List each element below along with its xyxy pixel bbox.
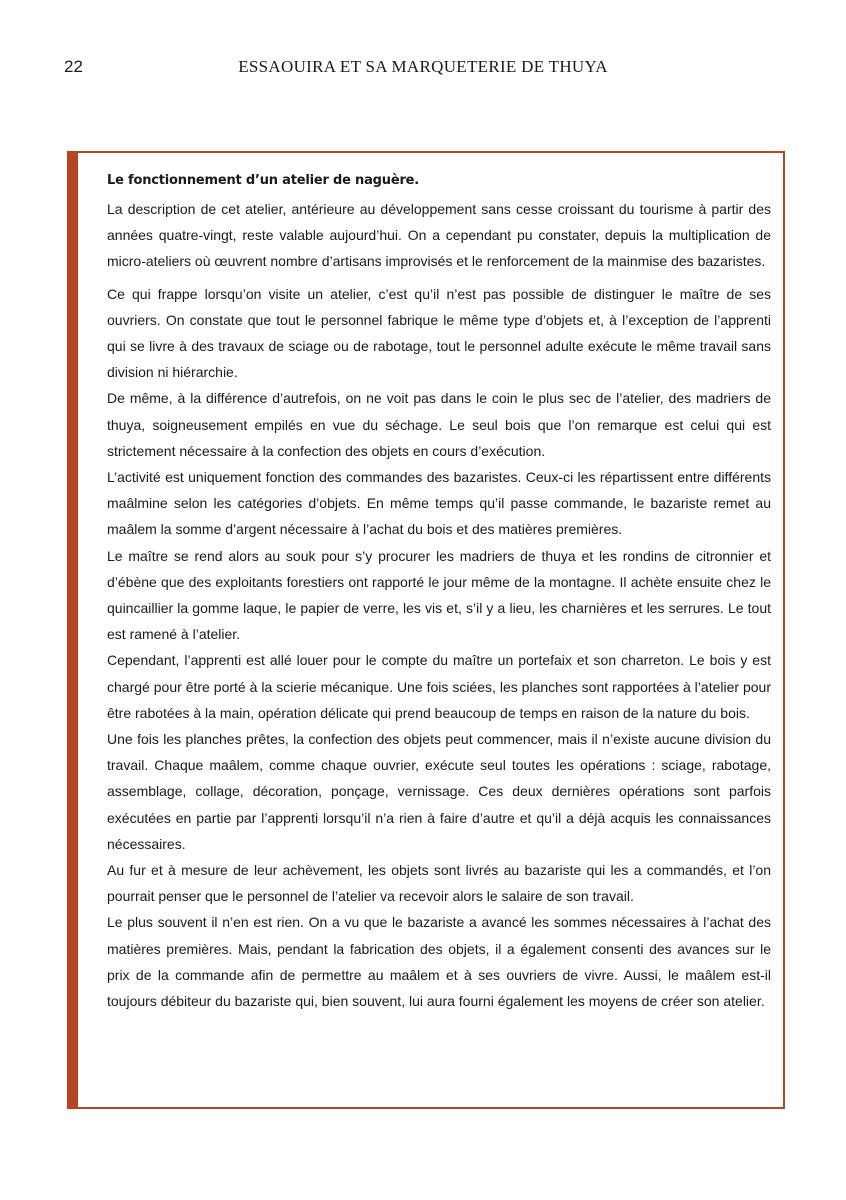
paragraph: Cependant, l’apprenti est allé louer pour le compte du maître un portefaix et son charreton. Le bois y est chargé pour être porté à la scierie mécanique. Une fois sciées, les planches sont rapportées à l’atelier pour être rabotées à la main, opération délicate qui prend beaucoup de temps en raison de la nature du bois. bbox=[107, 652, 771, 721]
page-number: 22 bbox=[64, 57, 83, 76]
paragraph: Ce qui frappe lorsqu’on visite un atelier, c’est qu’il n’est pas possible de distinguer le maître de ses ouvriers. On constate que tout le personnel fabrique le même type d’objets et, à l’exception de l’apprenti qui se livre à des travaux de sciage ou de rabotage, tout le personnel adulte exécute le même travail sans division ni hiérarchie. bbox=[107, 285, 771, 381]
box-content bbox=[107, 168, 771, 1014]
paragraph: Au fur et à mesure de leur achèvement, les objets sont livrés au bazariste qui les a commandés, et l’on pourrait penser que le personnel de l’atelier va recevoir alors le salaire de son travail. bbox=[107, 862, 771, 905]
running-title: ESSAOUIRA ET SA MARQUETERIE DE THUYA bbox=[238, 57, 608, 76]
paragraph: Le maître se rend alors au souk pour s’y procurer les madriers de thuya et les rondins de citronnier et d’ébène que des exploitants forestiers ont rapporté le jour même de la montagne. Il achète ensuite chez le quincaillier la gomme laque, le papier de verre, les vis et, s’il y a lieu, les charnières et les serrures. Le tout est ramené à l’atelier. bbox=[107, 547, 771, 643]
paragraph: De même, à la différence d’autrefois, on ne voit pas dans le coin le plus sec de l’atelier, des madriers de thuya, soigneusement empilés en vue du séchage. Le seul bois que l’on remarque est celui qui est strictement nécessaire à la confection des objets en cours d’exécution. bbox=[107, 390, 771, 459]
paragraph: Une fois les planches prêtes, la confection des objets peut commencer, mais il n’existe aucune division du travail. Chaque maâlem, comme chaque ouvrier, exécute seul toutes les opérations : sciage, rabotage, assemblage, collage, décoration, ponçage, vernissage. Ces deux dernières opérations sont parfois exécutées en partie par l’apprenti lorsqu’il n’a rien à faire d’autre et qu’il a déjà acquis les connaissances nécessaires. bbox=[107, 731, 771, 852]
paragraph: Le plus souvent il n’en est rien. On a vu que le bazariste a avancé les sommes nécessaires à l’achat des matières premières. Mais, pendant la fabrication des objets, il a également consenti des avances sur le prix de la commande afin de permettre au maâlem et à ses ouvriers de vivre. Aussi, le maâlem est-il toujours débiteur du bazariste qui, bien souvent, lui aura fourni également les moyens de créer son atelier. bbox=[107, 914, 771, 1010]
framed-text-box bbox=[67, 151, 785, 1109]
paragraph: L’activité est uniquement fonction des commandes des bazaristes. Ceux-ci les répartissent entre différents maâlmine selon les catégories d’objets. En même temps qu’il passe commande, le bazariste remet au maâlem la somme d’argent nécessaire à l’achat du bois et des matières premières. bbox=[107, 469, 771, 538]
paragraph: La description de cet atelier, antérieure au développement sans cesse croissant du tourisme à partir des années quatre-vingt, reste valable aujourd’hui. On a cependant pu constater, depuis la multiplication de micro-ateliers où œuvrent nombre d’artisans improvisés et le renforcement de la mainmise des bazaristes. bbox=[107, 201, 771, 270]
box-title: Le fonctionnement d’un atelier de naguère. bbox=[107, 173, 420, 188]
